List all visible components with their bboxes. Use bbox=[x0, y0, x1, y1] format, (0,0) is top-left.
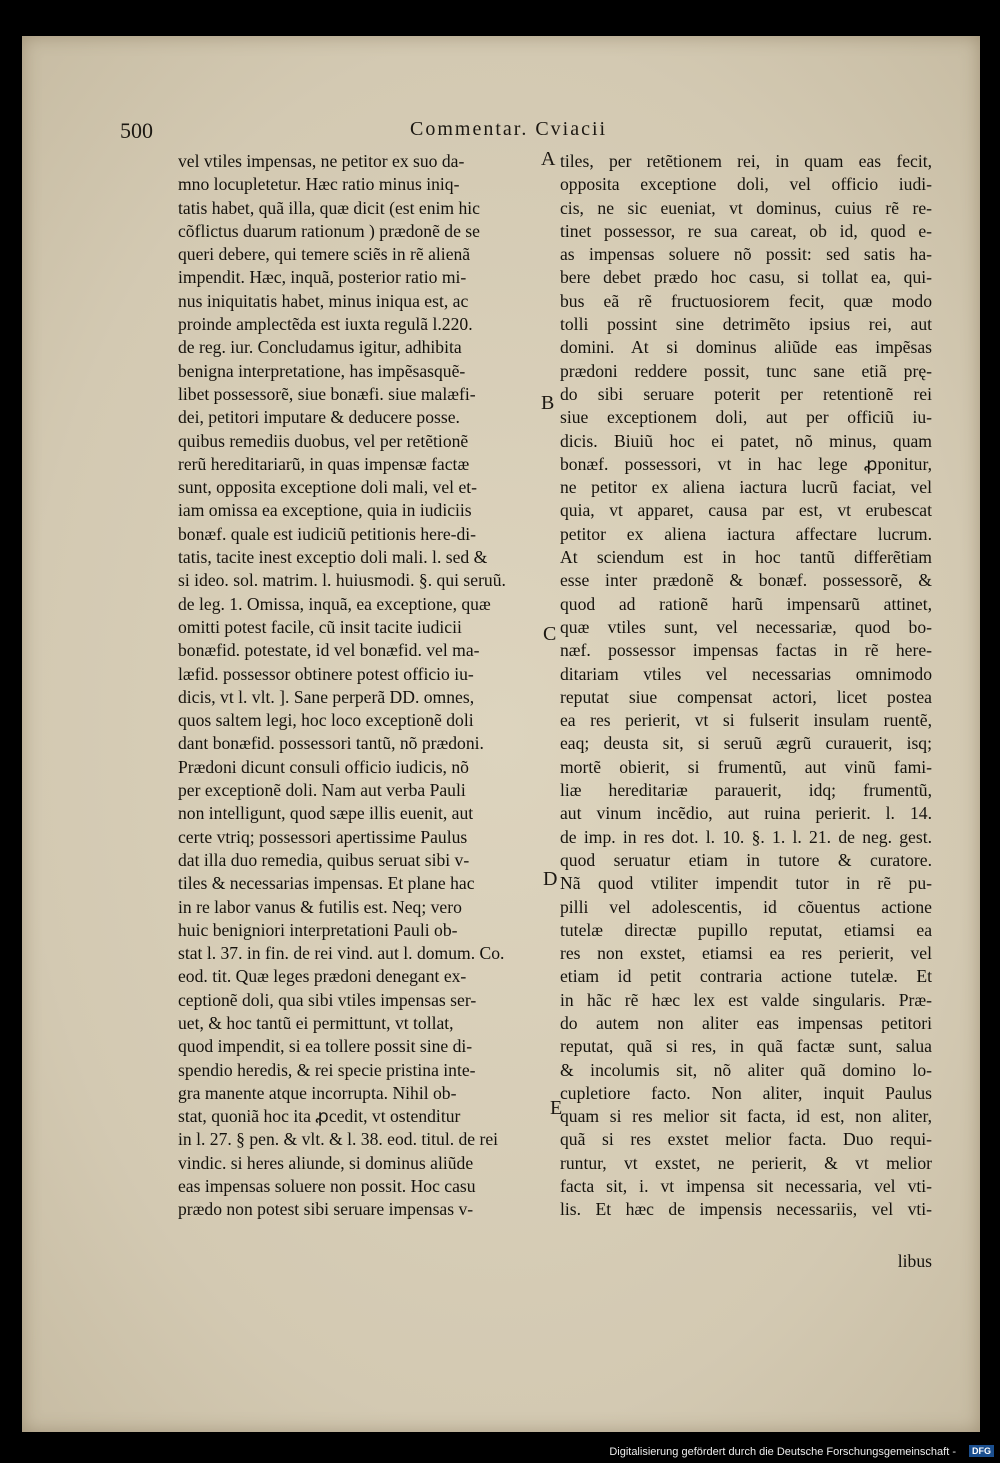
text-line: prædoni reddere possit, tunc sane etiã prę- bbox=[560, 360, 932, 381]
text-line: bus eã rẽ fructuosiorem fecit, quæ modo bbox=[560, 290, 932, 311]
text-line: rerũ hereditariarũ, in quas impensæ factæ bbox=[178, 453, 470, 474]
text-line: liæ hereditariæ parauerit, idq; frumentũ, bbox=[560, 780, 932, 801]
text-line: impendit. Hæc, inquã, posterior ratio mi- bbox=[178, 267, 467, 288]
text-line: proinde amplectẽda est iuxta regulã l.220. bbox=[178, 314, 473, 335]
text-line: næf. possessor impensas factas in rẽ here- bbox=[560, 640, 932, 661]
text-line: quã si res exstet melior facta. Duo requi- bbox=[560, 1129, 932, 1150]
running-title: Commentar. Cviacii bbox=[410, 118, 608, 140]
text-line: & incolumis sit, nõ aliter quã domino lo- bbox=[560, 1059, 932, 1080]
text-line: quos saltem legi, hoc loco exceptionẽ doli bbox=[178, 710, 474, 731]
text-line: do autem non aliter eas impensas petitori bbox=[560, 1012, 932, 1033]
text-line: in l. 27. § pen. & vlt. & l. 38. eod. titul. de rei bbox=[178, 1129, 499, 1150]
text-line: cõflictus duarum rationum ) prædonẽ de se bbox=[178, 220, 480, 241]
text-line: non intelligunt, quod sæpe illis euenit, aut bbox=[178, 803, 474, 824]
text-line: iam omissa ea exceptione, quia in iudiciis bbox=[178, 500, 472, 521]
text-line: dant bonæfid. possessori tantũ, nõ prædoni. bbox=[178, 733, 484, 754]
text-line: quæ vtiles sunt, vel necessariæ, quod bo- bbox=[560, 616, 932, 637]
text-line: vel vtiles impensas, ne petitor ex suo da- bbox=[178, 151, 465, 171]
text-line: eod. tit. Quæ leges prædoni denegant ex- bbox=[178, 966, 467, 987]
text-line: tiles, per retẽtionem rei, in quam eas fecit, bbox=[560, 151, 932, 171]
text-line: pilli vel adolescentis, id cõuentus actione bbox=[560, 896, 932, 917]
text-line: ditariam vtiles vel necessarias omnimodo bbox=[560, 663, 932, 684]
text-line: tinet possessor, re sua careat, ob id, quod e- bbox=[560, 220, 932, 241]
text-line: quibus remediis duobus, vel per retẽtionẽ bbox=[178, 430, 469, 451]
section-marker-c: C bbox=[543, 623, 557, 645]
text-line: queri debere, qui temere sciẽs in rẽ alienã bbox=[178, 244, 471, 265]
text-line: At sciendum est in hoc tantũ differẽtiam bbox=[560, 547, 932, 568]
text-line: domini. At si dominus aliũde eas impẽsas bbox=[560, 337, 932, 358]
text-line: spendio heredis, & rei specie pristina inte- bbox=[178, 1059, 476, 1080]
funding-credit: Digitalisierung gefördert durch die Deutsche Forschungsgemeinschaft - bbox=[609, 1446, 956, 1458]
text-line: esse inter prædonẽ & bonæf. possessorẽ, & bbox=[560, 570, 932, 591]
text-line: tolli possint sine detrimẽto ipsius rei, aut bbox=[560, 314, 932, 335]
text-line: reputat, quã si res, in quã factæ sunt, salua bbox=[560, 1036, 932, 1057]
text-line: lis. Et hæc de impensis necessariis, vel vti- bbox=[560, 1199, 932, 1220]
text-line: quod ad rationẽ harũ impensarũ attinet, bbox=[560, 593, 932, 614]
text-line: omitti potest facile, cũ insit tacite iudicii bbox=[178, 616, 462, 637]
text-line: quod impendit, si ea tollere possit sine di- bbox=[178, 1036, 473, 1057]
text-line: ceptionẽ doli, qua sibi vtiles impensas ser- bbox=[178, 989, 477, 1010]
text-line: certe vtriq; possessori apertissime Paulus bbox=[178, 826, 468, 847]
text-line: huic benigniori interpretationi Pauli ob- bbox=[178, 919, 458, 940]
text-line: do sibi seruare poterit per retentionẽ rei bbox=[560, 383, 932, 404]
text-line: prædo non potest sibi seruare impensas v- bbox=[178, 1199, 474, 1220]
text-line: facta sit, i. vt impensa sit necessaria, vel vti- bbox=[560, 1176, 932, 1197]
text-line: dicis. Biuiũ hoc ei patet, nõ minus, quam bbox=[560, 430, 932, 451]
text-line: tutelæ directæ pupillo reputat, etiamsi ea bbox=[560, 919, 932, 940]
text-line: uet, & hoc tantũ ei permittunt, vt tollat, bbox=[178, 1012, 454, 1033]
text-line: cis, ne sic eueniat, vt dominus, cuius rẽ re- bbox=[560, 197, 932, 218]
text-line: Nã quod vtiliter impendit tutor in rẽ pu- bbox=[560, 873, 932, 894]
text-line: stat, quoniã hoc ita ꝓcedit, vt ostenditur bbox=[178, 1106, 461, 1127]
text-line: siue exceptionem doli, aut per officiũ iu- bbox=[560, 407, 932, 428]
text-line: aut vinum incẽdio, aut ruina perierit. l. 14. bbox=[560, 803, 932, 824]
section-marker-a: A bbox=[541, 148, 556, 170]
text-line: per exceptionẽ doli. Nam aut verba Pauli bbox=[178, 780, 466, 801]
text-line: petitor ex aliena iactura affectare lucrum. bbox=[560, 523, 932, 544]
text-line: dei, petitori imputare & deducere posse. bbox=[178, 407, 460, 428]
text-line: bere debet prædo hoc casu, si tollat ea, qui- bbox=[560, 267, 932, 288]
text-line: reputat siue compensat actori, licet postea bbox=[560, 686, 932, 707]
text-line: si ideo. sol. matrim. l. huiusmodi. §. qui seruũ. bbox=[178, 570, 506, 591]
text-line: bonæf. quale est iudiciũ petitionis here-di- bbox=[178, 523, 477, 544]
section-marker-e: E bbox=[550, 1097, 563, 1119]
left-text-column bbox=[178, 150, 536, 1222]
text-line: Prædoni dicunt consuli officio iudicis, nõ bbox=[178, 756, 469, 777]
text-line: de reg. iur. Concludamus igitur, adhibita bbox=[178, 337, 462, 358]
text-line: quam si res melior sit facta, id est, non aliter, bbox=[560, 1106, 932, 1127]
text-line: vindic. si heres aliunde, si dominus aliũde bbox=[178, 1152, 474, 1173]
text-line: mortẽ obierit, si frumentũ, aut vinũ fami- bbox=[560, 756, 932, 777]
text-line: dat illa duo remedia, quibus seruat sibi v- bbox=[178, 849, 470, 870]
text-line: de imp. in res dot. l. 10. §. 1. l. 21. de neg. gest. bbox=[560, 826, 932, 847]
text-line: in hãc rẽ hæc lex est valde singularis. Præ- bbox=[560, 989, 932, 1010]
text-line: as impensas soluere nõ possit: sed satis ha- bbox=[560, 244, 932, 265]
page-number: 500 bbox=[120, 118, 153, 143]
right-text-column bbox=[560, 150, 932, 1222]
section-marker-b: B bbox=[541, 392, 555, 414]
running-header bbox=[120, 118, 860, 142]
text-line: tatis habet, quã illa, quæ dicit (est enim hic bbox=[178, 197, 480, 218]
text-line: benigna interpretatione, has impẽsasquẽ- bbox=[178, 360, 466, 381]
text-line: ne petitor ex aliena iactura lucrũ faciat, vel bbox=[560, 477, 932, 498]
text-line: de leg. 1. Omissa, inquã, ea exceptione, quæ bbox=[178, 593, 491, 614]
text-line: gra manente atque incorrupta. Nihil ob- bbox=[178, 1082, 457, 1103]
text-line: opposita exceptione doli, vel officio iudi- bbox=[560, 174, 932, 195]
text-line: læfid. possessor obtinere potest officio iu- bbox=[178, 663, 474, 684]
text-line: cupletiore facto. Non aliter, inquit Paulus bbox=[560, 1082, 932, 1103]
text-line: sunt, opposita exceptione doli mali, vel et- bbox=[178, 477, 478, 498]
text-line: quod seruatur etiam in tutore & curatore. bbox=[560, 849, 932, 870]
footer-bar bbox=[0, 1441, 1000, 1463]
text-line: in re labor vanus & futilis est. Neq; vero bbox=[178, 896, 462, 917]
text-line: mno locupletetur. Hæc ratio minus iniq- bbox=[178, 174, 460, 195]
text-line: etiam id petit contraria actione tutelæ. Et bbox=[560, 966, 932, 987]
text-line: dicis, vt l. vlt. ]. Sane perperã DD. omnes, bbox=[178, 686, 475, 707]
text-line: bonæf. possessori, vt in hac lege ꝓponitur, bbox=[560, 453, 932, 474]
text-line: tiles & necessarias impensas. Et plane hac bbox=[178, 873, 475, 894]
text-line: nus iniquitatis habet, minus iniqua est, ac bbox=[178, 290, 469, 311]
catchword: libus bbox=[897, 1251, 932, 1271]
text-line: quia, vt apparet, causa par est, vt erubescat bbox=[560, 500, 932, 521]
text-line: stat l. 37. in fin. de rei vind. aut l. domum. Co. bbox=[178, 943, 505, 964]
catchword-block bbox=[560, 1250, 932, 1273]
text-line: libet possessorẽ, siue bonæfi. siue malæfi- bbox=[178, 383, 476, 404]
dfg-logo: DFG bbox=[969, 1445, 994, 1457]
text-line: eaq; deusta sit, si seruũ ægrũ curauerit, isq; bbox=[560, 733, 932, 754]
text-line: bonæfid. potestate, id vel bonæfid. vel ma- bbox=[178, 640, 480, 661]
text-line: tatis, tacite inest exceptio doli mali. l. sed & bbox=[178, 547, 488, 568]
text-line: ea res perierit, vt si fulserit insulam ruentẽ, bbox=[560, 710, 932, 731]
text-line: runtur, vt exstet, ne perierit, & vt melior bbox=[560, 1152, 932, 1173]
text-line: eas impensas soluere non possit. Hoc casu bbox=[178, 1176, 476, 1197]
section-marker-d: D bbox=[543, 868, 558, 890]
text-line: res non exstet, etiamsi ea res perierit, vel bbox=[560, 943, 932, 964]
